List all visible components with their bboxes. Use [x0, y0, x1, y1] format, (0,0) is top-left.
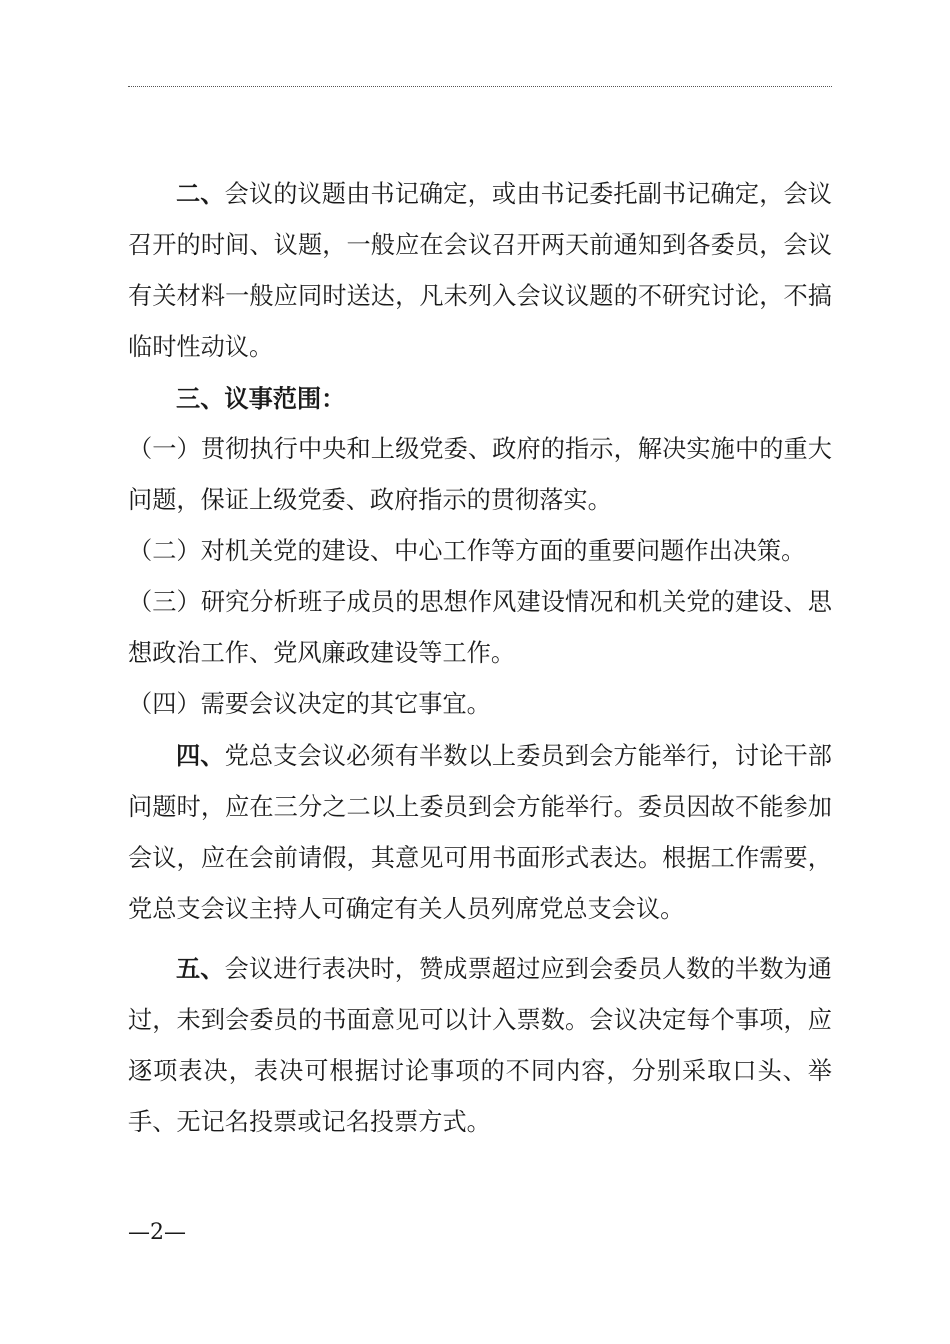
list-item-2: （二）对机关党的建设、中心工作等方面的重要问题作出决策。 — [128, 537, 806, 565]
list-item-1: （一）贯彻执行中央和上级党委、政府的指示，解决实施中的重大问题，保证上级党委、政府指示的贯彻落实。 — [128, 435, 832, 514]
paragraph-lead: 四、 — [176, 741, 225, 770]
paragraph-lead: 五、 — [176, 954, 225, 983]
list-item-3: （三）研究分析班子成员的思想作风建设情况和机关党的建设、思想政治工作、党风廉政建设等工作。 — [128, 588, 832, 667]
document-body — [128, 168, 832, 1148]
list-item-4: （四）需要会议决定的其它事宜。 — [128, 690, 491, 718]
header-dotted-rule — [128, 86, 832, 87]
paragraph-2 — [128, 168, 832, 373]
paragraph-text: 会议的议题由书记确定，或由书记委托副书记确定，会议召开的时间、议题，一般应在会议召开两天前通知到各委员，会议有关材料一般应同时送达，凡未列入会议议题的不研究讨论，不搞临时性动议。 — [128, 180, 832, 361]
paragraph-4 — [128, 730, 832, 935]
paragraph-text: 会议进行表决时，赞成票超过应到会委员人数的半数为通过，未到会委员的书面意见可以计入票数。会议决定每个事项，应逐项表决，表决可根据讨论事项的不同内容，分别采取口头、举手、无记名投票或记名投票方式。 — [128, 955, 832, 1136]
section-heading-3: 三、议事范围： — [176, 384, 346, 413]
paragraph-5 — [128, 943, 832, 1148]
paragraph-lead: 二、 — [176, 179, 225, 208]
page-number: —2— — [128, 1220, 186, 1245]
paragraph-text: 党总支会议必须有半数以上委员到会方能举行，讨论干部问题时，应在三分之二以上委员到会方能举行。委员因故不能参加会议，应在会前请假，其意见可用书面形式表达。根据工作需要，党总支会议主持人可确定有关人员列席党总支会议。 — [128, 742, 832, 923]
